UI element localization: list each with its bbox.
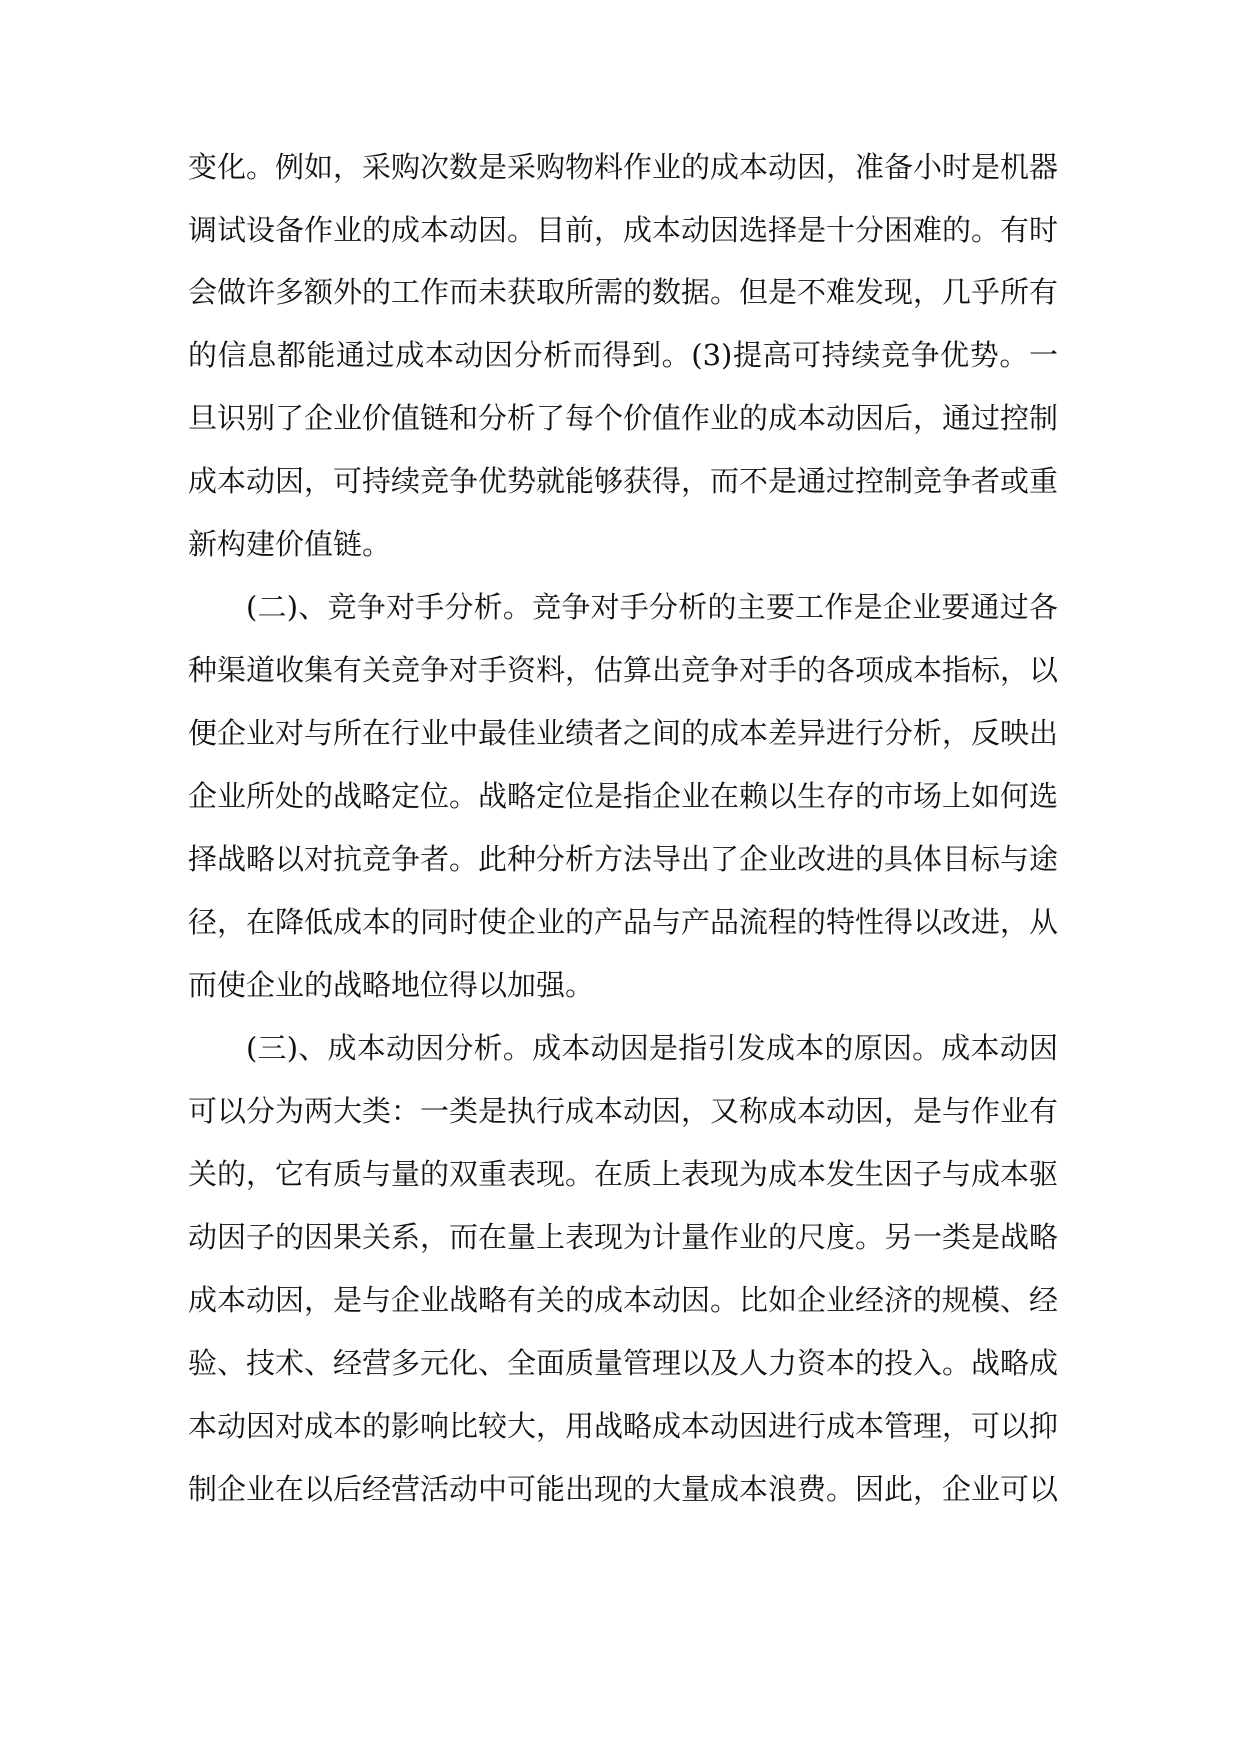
paragraph-heading-line: (二)、竞争对手分析。竞争对手分析的主要工作是企业要通过各 (246, 590, 1058, 624)
text-line: 制企业在以后经营活动中可能出现的大量成本浪费。因此，企业可以 (188, 1472, 1059, 1506)
text-line: 的信息都能通过成本动因分析而得到。(3)提高可持续竞争优势。一 (188, 338, 1058, 372)
paragraph-heading-line: (三)、成本动因分析。成本动因是指引发成本的原因。成本动因 (246, 1031, 1058, 1065)
text-line: 择战略以对抗竞争者。此种分析方法导出了企业改进的具体目标与途 (188, 842, 1059, 876)
text-line: 企业所处的战略定位。战略定位是指企业在赖以生存的市场上如何选 (188, 779, 1059, 813)
text-line: 而使企业的战略地位得以加强。 (188, 968, 595, 1002)
text-line: 径，在降低成本的同时使企业的产品与产品流程的特性得以改进，从 (188, 905, 1059, 939)
text-line: 成本动因，是与企业战略有关的成本动因。比如企业经济的规模、经 (188, 1283, 1059, 1317)
text-line: 变化。例如，采购次数是采购物料作业的成本动因，准备小时是机器 (188, 150, 1059, 184)
text-line: 调试设备作业的成本动因。目前，成本动因选择是十分困难的。有时 (188, 213, 1059, 247)
text-line: 成本动因，可持续竞争优势就能够获得，而不是通过控制竞争者或重 (188, 464, 1059, 498)
text-line: 动因子的因果关系，而在量上表现为计量作业的尺度。另一类是战略 (188, 1220, 1059, 1254)
text-line: 新构建价值链。 (188, 527, 392, 561)
text-line: 会做许多额外的工作而未获取所需的数据。但是不难发现，几乎所有 (188, 275, 1059, 309)
text-line: 本动因对成本的影响比较大，用战略成本动因进行成本管理，可以抑 (188, 1409, 1059, 1443)
text-line: 可以分为两大类：一类是执行成本动因，又称成本动因，是与作业有 (188, 1094, 1059, 1128)
text-line: 种渠道收集有关竞争对手资料，估算出竞争对手的各项成本指标，以 (188, 653, 1059, 687)
text-line: 便企业对与所在行业中最佳业绩者之间的成本差异进行分析，反映出 (188, 716, 1059, 750)
text-line: 旦识别了企业价值链和分析了每个价值作业的成本动因后，通过控制 (188, 401, 1059, 435)
text-line: 验、技术、经营多元化、全面质量管理以及人力资本的投入。战略成 (188, 1346, 1059, 1380)
text-line: 关的，它有质与量的双重表现。在质上表现为成本发生因子与成本驱 (188, 1157, 1059, 1191)
